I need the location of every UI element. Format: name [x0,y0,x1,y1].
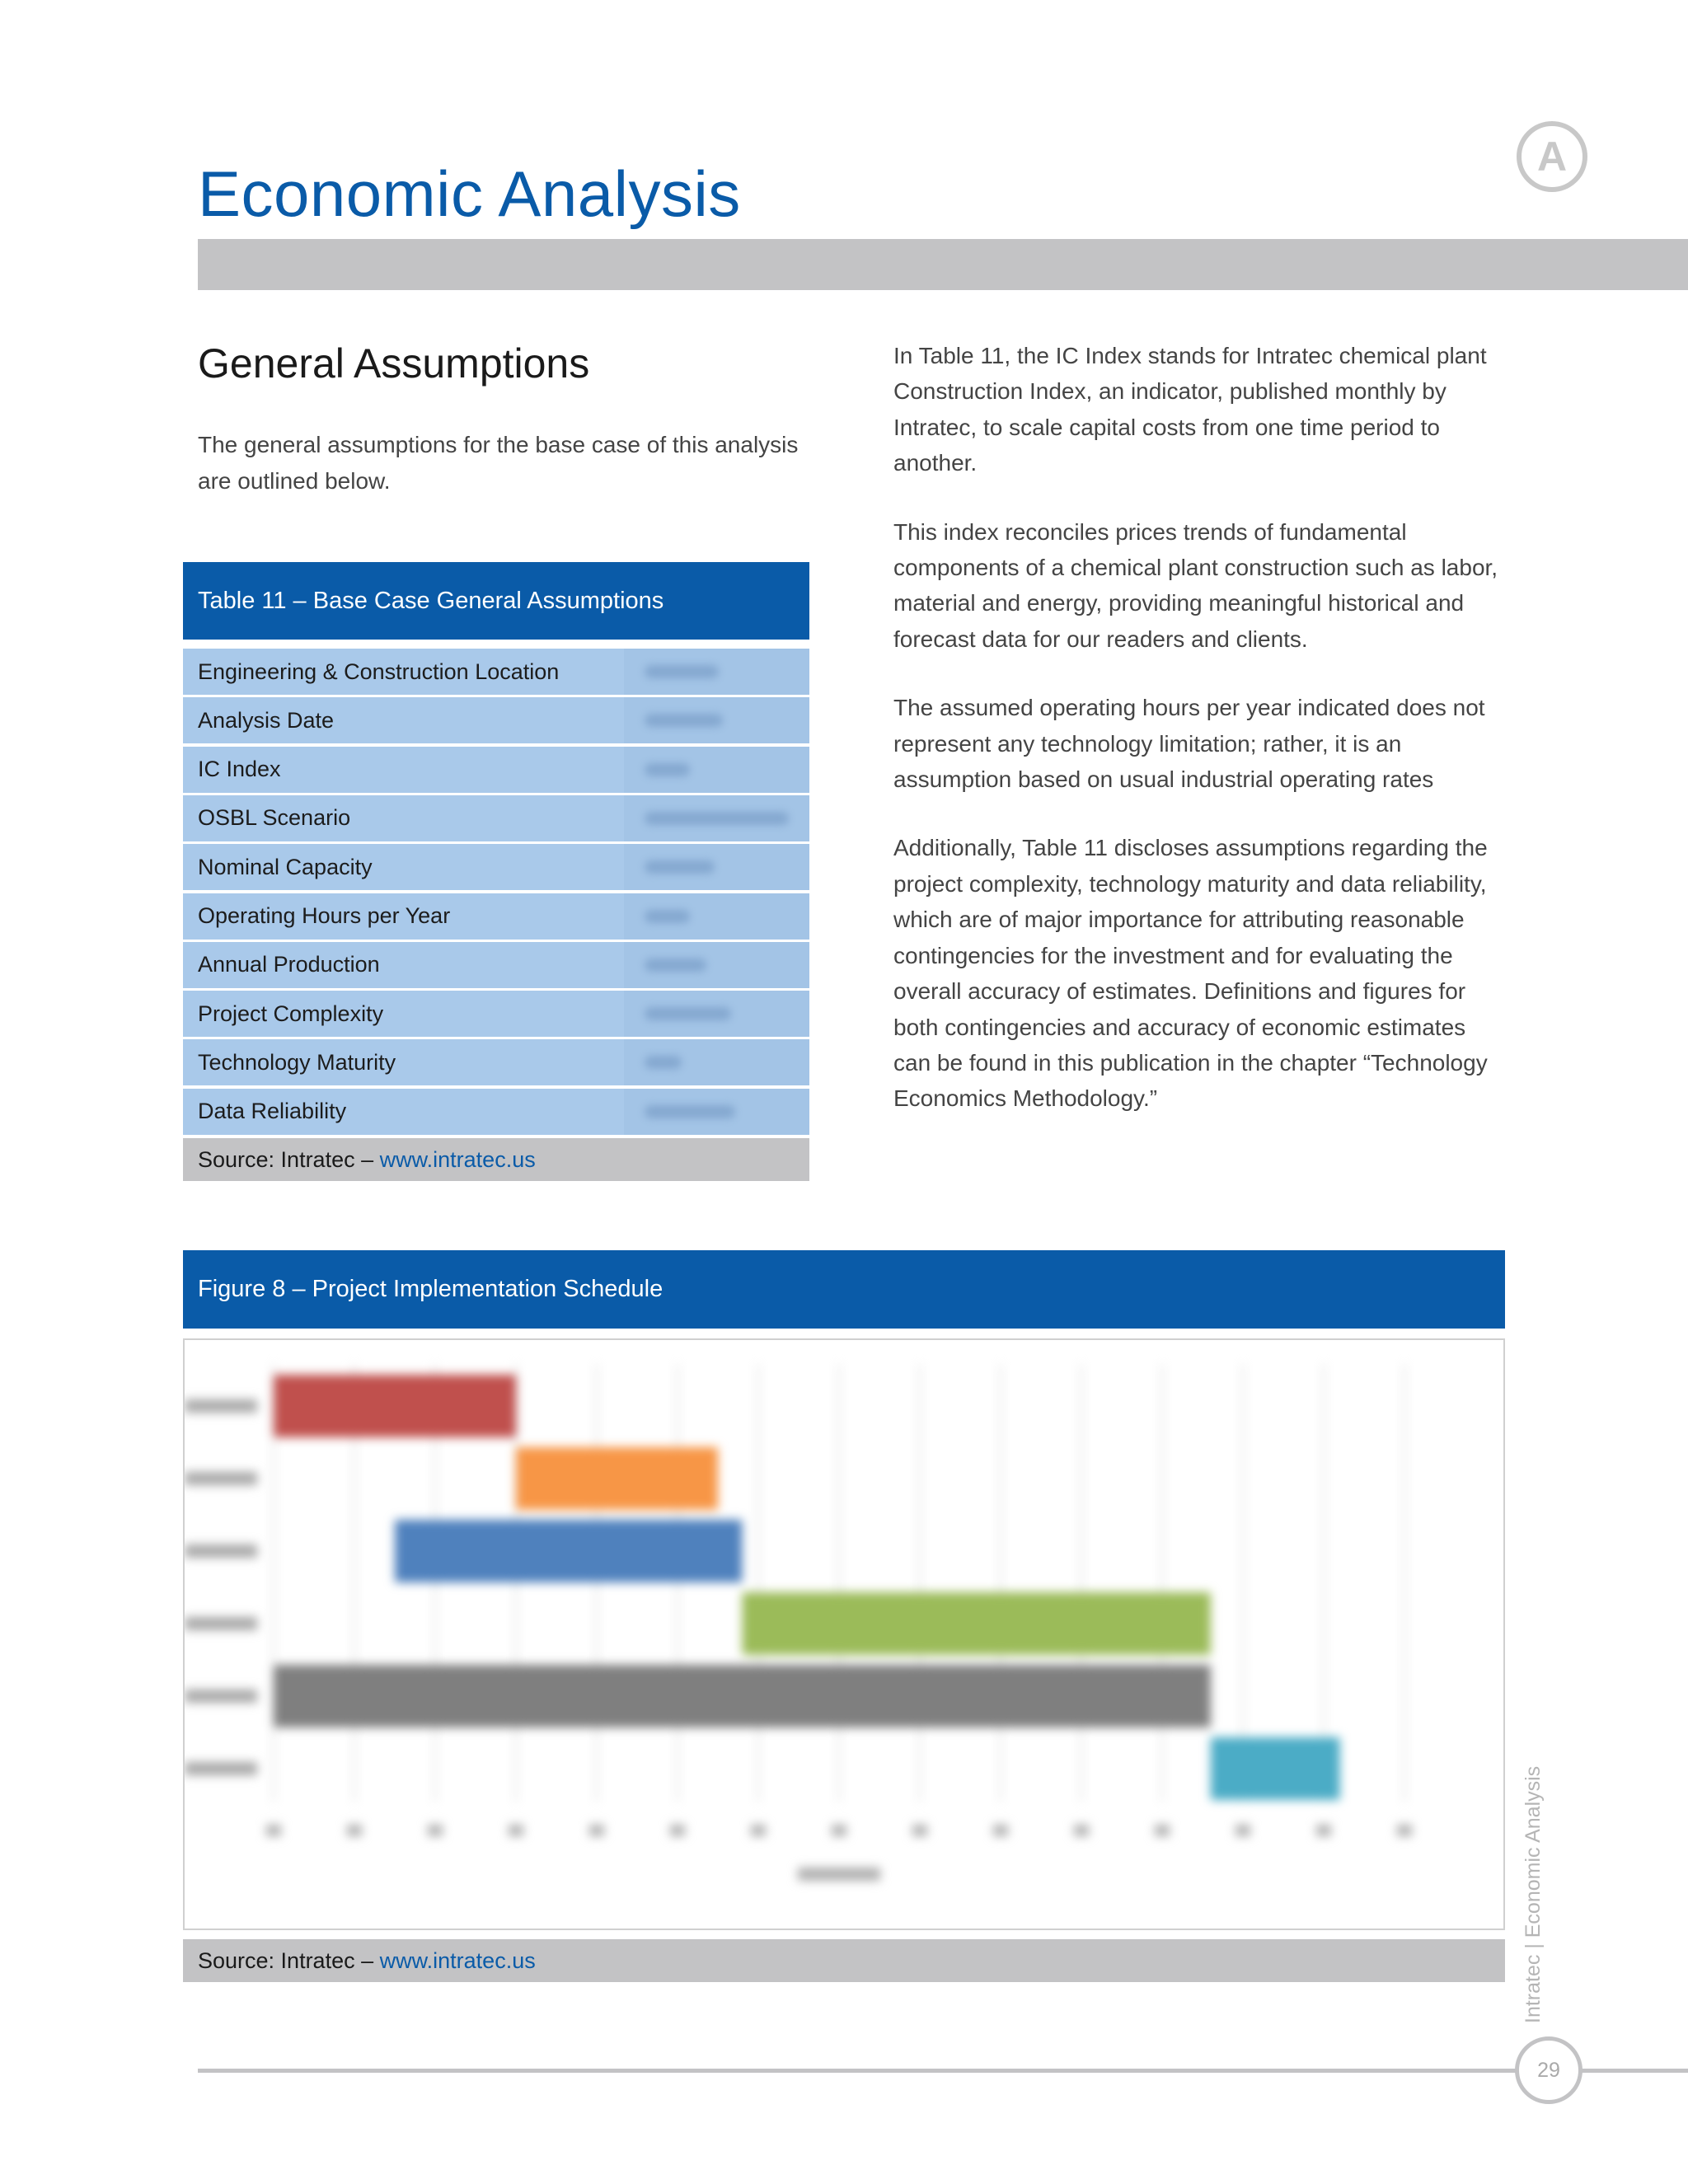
x-tick-label [509,1825,523,1836]
x-tick-label [832,1825,846,1836]
section-heading: General Assumptions [198,340,590,387]
x-tick-label [347,1825,362,1836]
right-column-text [893,338,1503,1150]
redacted-value [645,1105,735,1118]
category-label [185,1690,257,1703]
intratec-logo [1517,121,1587,192]
table-row-label: Analysis Date [198,707,335,733]
table-row-value-redacted [624,942,809,988]
table-source [183,1138,809,1181]
redacted-value [645,714,723,727]
table-row-value-redacted [624,844,809,890]
table-row-value-redacted [624,991,809,1037]
x-tick-label [993,1825,1008,1836]
redacted-value [645,910,690,923]
table-row [183,697,809,743]
figure-source-label: Source: Intratec – [198,1947,374,1973]
table-row-value-redacted [624,893,809,940]
gantt-chart [185,1340,1503,1929]
table-row [183,795,809,841]
x-axis-label [798,1868,880,1881]
x-tick-label [751,1825,766,1836]
page-title: Economic Analysis [198,157,741,230]
gantt-bar [742,1592,1210,1655]
paragraph: In Table 11, the IC Index stands for Intratec chemical plant Construction Index, an indicator, published monthly by Intratec, to scale capital costs from one time period to another. [893,343,1487,476]
table-row [183,747,809,793]
redacted-value [645,812,789,825]
x-tick-label [1074,1825,1089,1836]
redacted-value [645,1056,682,1069]
gantt-bar [1211,1737,1340,1800]
table-caption-text: Table 11 – Base Case General Assumptions [198,587,664,614]
redacted-value [645,958,706,972]
table-row-value-redacted [624,795,809,841]
x-tick-label [589,1825,604,1836]
table-source-label: Source: Intratec – [198,1146,374,1172]
redacted-value [645,860,715,874]
table-row [183,1089,809,1135]
table-row [183,991,809,1037]
table-row-value-redacted [624,649,809,695]
table-row-label: Nominal Capacity [198,854,373,879]
paragraph: Additionally, Table 11 discloses assumptions regarding the project complexity, technology maturity and data reliability, which are of major importance for attributing reasonable contingencies for the investment and for evaluating the overall accuracy of estimates. Definitions and figures for both contingencies and accuracy of economic estimates can be found in this publication in the chapter “Technology Economics Methodology.” [893,835,1488,1112]
table-row [183,1039,809,1085]
table-row-value-redacted [624,1039,809,1085]
table-row [183,942,809,988]
redacted-value [645,665,719,678]
x-tick-label [1316,1825,1331,1836]
table-caption [183,562,809,640]
x-tick-label [266,1825,281,1836]
table-source-link[interactable]: www.intratec.us [379,1146,536,1172]
category-label [185,1762,257,1775]
redacted-value [645,1007,731,1020]
figure-frame [183,1338,1505,1930]
x-tick-label [1236,1825,1250,1836]
category-label [185,1617,257,1630]
table-row-label: OSBL Scenario [198,805,351,831]
redacted-value [645,763,690,776]
figure-caption-text: Figure 8 – Project Implementation Schedule [198,1276,663,1302]
paragraph: The assumed operating hours per year indicated does not represent any technology limitation; rather, it is an assumption based on usual industrial operating rates [893,695,1485,793]
gantt-bar [274,1665,1211,1727]
logo-icon: A [1536,134,1568,180]
x-tick-label [1155,1825,1170,1836]
footer-rule [198,2069,1688,2073]
table-row-label: Technology Maturity [198,1049,396,1075]
x-tick-label [428,1825,443,1836]
table-row-label: Data Reliability [198,1099,347,1124]
category-label [185,1472,257,1485]
table-row-label: Engineering & Construction Location [198,658,560,684]
table-row [183,649,809,695]
page-number: 29 [1515,2036,1582,2104]
gantt-bar [274,1375,516,1437]
figure-caption [183,1250,1505,1329]
category-label [185,1399,257,1413]
table-row-label: IC Index [198,757,281,782]
paragraph: This index reconciles prices trends of fundamental components of a chemical plant construction such as labor, material and energy, providing meaningful historical and forecast data for our readers and clients. [893,518,1498,652]
figure-source-link[interactable]: www.intratec.us [379,1947,536,1973]
category-label [185,1544,257,1558]
side-running-title: Intratec | Economic Analysis [1522,1765,1545,2023]
table-row-value-redacted [624,1089,809,1135]
gantt-bar [395,1520,742,1582]
x-tick-label [670,1825,685,1836]
gantt-bar [516,1447,718,1510]
intro-paragraph: The general assumptions for the base case of this analysis are outlined below. [198,432,799,494]
x-tick-label [912,1825,927,1836]
table-row-label: Operating Hours per Year [198,903,451,928]
table-row-label: Project Complexity [198,1001,384,1026]
table-row [183,893,809,940]
x-tick-label [1397,1825,1412,1836]
title-underline-bar [198,239,1688,290]
table-row-label: Annual Production [198,952,380,977]
table-row [183,844,809,890]
table-row-value-redacted [624,697,809,743]
table-row-value-redacted [624,747,809,793]
figure-source [183,1939,1505,1982]
